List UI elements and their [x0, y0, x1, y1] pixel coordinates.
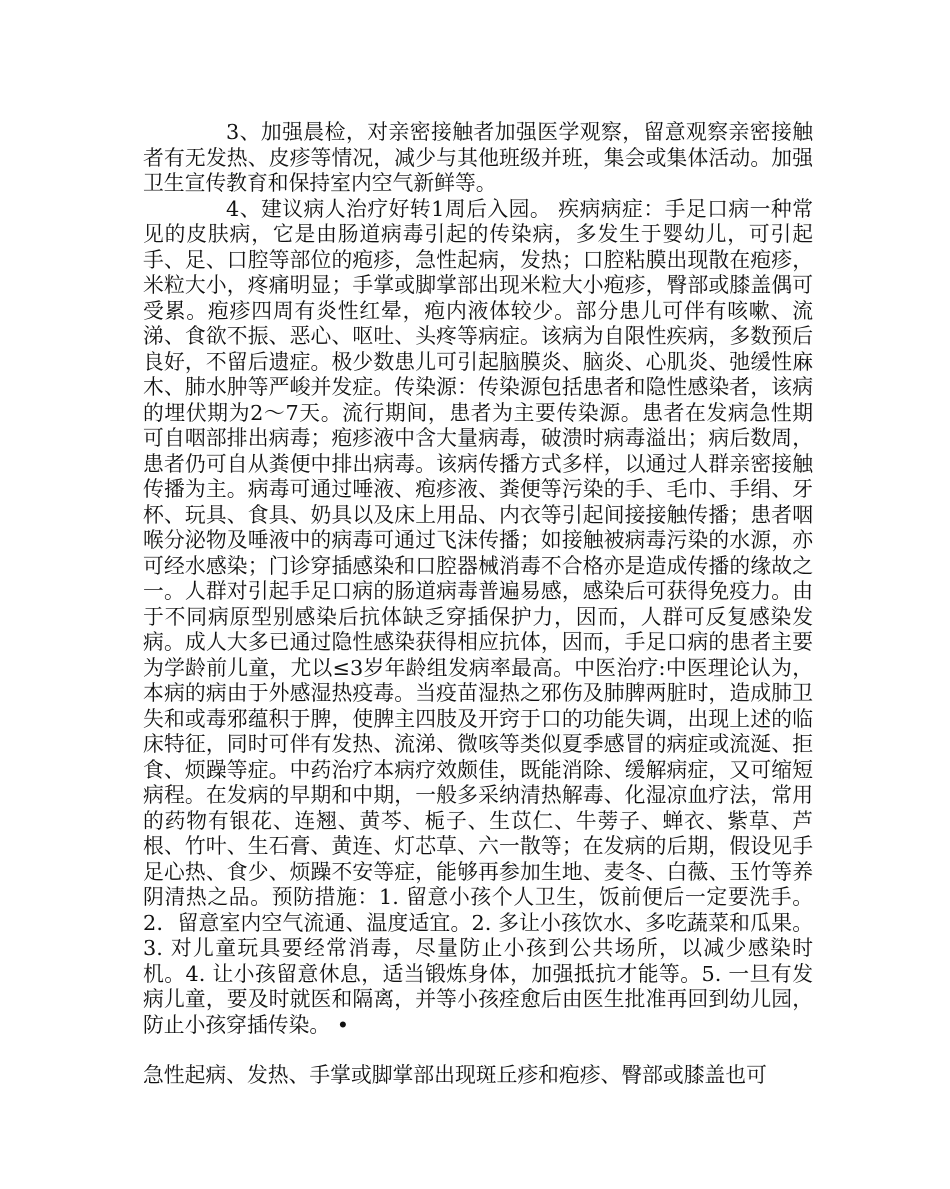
paragraph-gap [143, 1038, 813, 1063]
paragraph-disease-symptoms: 4、建议病人治疗好转1周后入园。 疾病病症：手足口病一种常见的皮肤病，它是由肠道病毒引起的传染病，多发生于婴幼儿，可引起手、足、口腔等部位的疱疹，急性起病，发热；口腔粘膜出现散在疱疹，米粒大小，疼痛明显；手掌或脚掌部出现米粒大小疱疹，臀部或膝盖偶可受累。疱疹四周有炎性红晕，疱内液体较少。部分患儿可伴有咳嗽、流涕、食欲不振、恶心、呕吐、头疼等病症。该病为自限性疾病，多数预后良好，不留后遗症。极少数患儿可引起脑膜炎、脑炎、心肌炎、弛缓性麻木、肺水肿等严峻并发症。传染源：传染源包括患者和隐性感染者，该病的埋伏期为2～7天。流行期间，患者为主要传染源。患者在发病急性期可自咽部排出病毒；疱疹液中含大量病毒，破溃时病毒溢出；病后数周，患者仍可自从粪便中排出病毒。该病传播方式多样，以通过人群亲密接触传播为主。病毒可通过唾液、疱疹液、粪便等污染的手、毛巾、手绢、牙杯、玩具、食具、奶具以及床上用品、内衣等引起间接接触传播；患者咽喉分泌物及唾液中的病毒可通过飞沫传播；如接触被病毒污染的水源，亦可经水感染；门诊穿插感染和口腔器械消毒不合格亦是造成传播的缘故之一。人群对引起手足口病的肠道病毒普遍易感，感染后可获得免疫力。由于不同病原型别感染后抗体缺乏穿插保护力，因而，人群可反复感染发病。成人大多已通过隐性感染获得相应抗体，因而，手足口病的患者主要为学龄前儿童，尤以≤3岁年龄组发病率最高。中医治疗:中医理论认为，本病的病由于外感湿热疫毒。当疫苗湿热之邪伤及肺脾两脏时，造成肺卫失和或毒邪蕴积于脾，使脾主四肢及开窍于口的功能失调，出现上述的临床特征，同时可伴有发热、流涕、微咳等类似夏季感冒的病症或流涎、拒食、烦躁等症。中药治疗本病疗效颇佳，既能消除、缓解病症，又可缩短病程。在发病的早期和中期，一般多采纳清热解毒、化湿凉血疗法，常用的药物有银花、连翘、黄芩、栀子、生苡仁、牛蒡子、蝉衣、紫草、芦根、竹叶、生石膏、黄连、灯芯草、六一散等；在发病的后期，假设见手足心热、食少、烦躁不安等症，能够再参加生地、麦冬、白薇、玉竹等养阴清热之品。预防措施：1. 留意小孩个人卫生，饭前便后一定要洗手。2．留意室内空气流通、温度适宜。2. 多让小孩饮水、多吃蔬菜和瓜果。3. 对儿童玩具要经常消毒，尽量防止小孩到公共场所，以减少感染时机。4. 让小孩留意休息，适当锻炼身体，加强抵抗才能等。5. 一旦有发病儿童，要及时就医和隔离，并等小孩痊愈后由医生批准再回到幼儿园，防止小孩穿插传染。 • [143, 196, 813, 1037]
document-page [143, 120, 813, 1089]
paragraph-acute-onset: 急性起病、发热、手掌或脚掌部出现斑丘疹和疱疹、臀部或膝盖也可 [143, 1063, 767, 1087]
paragraph-morning-check: 3、加强晨检，对亲密接触者加强医学观察，留意观察亲密接触者有无发热、皮疹等情况，减少与其他班级并班，集会或集体活动。加强卫生宣传教育和保持室内空气新鲜等。 [143, 120, 813, 195]
